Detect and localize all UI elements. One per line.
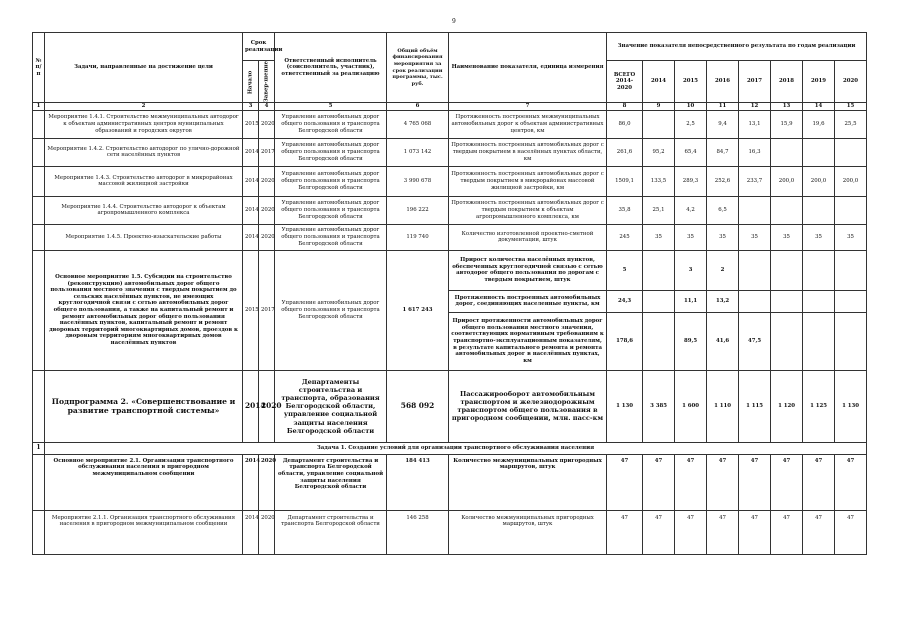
table-row — [33, 454, 867, 510]
value-cell — [643, 290, 675, 312]
value-cell — [835, 312, 867, 370]
value-cell: 35 — [835, 224, 867, 250]
value-cell — [739, 250, 771, 290]
value-cell: 47 — [675, 510, 707, 554]
financing-cell: 184 413 — [387, 454, 449, 510]
value-cell — [835, 138, 867, 166]
value-cell: 86,0 — [607, 110, 643, 138]
header-financing: Общий объём финансирования мероприятия за срок реализации программы, тыс. руб. — [387, 33, 449, 103]
value-cell — [739, 290, 771, 312]
value-cell: 47 — [771, 510, 803, 554]
value-cell: 47 — [707, 454, 739, 510]
value-cell: 47 — [739, 454, 771, 510]
task-cell: Мероприятие 1.4.5. Проектно-изыскательские работы — [45, 224, 243, 250]
value-cell: 41,6 — [707, 312, 739, 370]
value-cell — [803, 290, 835, 312]
value-cell: 11,1 — [675, 290, 707, 312]
value-cell: 1 130 — [835, 370, 867, 442]
value-cell: 252,6 — [707, 166, 739, 196]
value-cell: 47 — [675, 454, 707, 510]
value-cell — [643, 250, 675, 290]
table-row — [33, 138, 867, 166]
table-row — [33, 166, 867, 196]
header-end: Завер-шение — [259, 61, 275, 103]
start-year: 2014 — [243, 196, 259, 224]
executor-cell: Управление автомобильных дорог общего пользования и транспорта Белгородской области — [275, 138, 387, 166]
header-start: Начало — [243, 61, 259, 103]
indicator-cell: Количество межмуниципальных пригородных маршрутов, штук — [449, 510, 607, 554]
value-cell — [803, 250, 835, 290]
column-number: 13 — [771, 103, 803, 111]
column-number: 4 — [259, 103, 275, 111]
value-cell — [771, 138, 803, 166]
value-cell: 1 125 — [803, 370, 835, 442]
indicator-cell: Количество изготовленной проектно-сметной документации, штук — [449, 224, 607, 250]
financing-cell: 119 740 — [387, 224, 449, 250]
column-number: 6 — [387, 103, 449, 111]
start-year: 2014 — [243, 166, 259, 196]
value-cell: 89,5 — [675, 312, 707, 370]
value-cell: 47 — [771, 454, 803, 510]
indicators-table — [32, 32, 867, 555]
value-cell: 133,5 — [643, 166, 675, 196]
value-cell: 35 — [803, 224, 835, 250]
value-cell: 16,3 — [739, 138, 771, 166]
end-year: 2020 — [259, 370, 275, 442]
value-cell: 1 600 — [675, 370, 707, 442]
end-year: 2017 — [259, 250, 275, 370]
end-year: 2020 — [259, 166, 275, 196]
financing-cell: 146 258 — [387, 510, 449, 554]
end-year: 2020 — [259, 454, 275, 510]
start-year: 2014 — [243, 370, 259, 442]
value-cell — [771, 312, 803, 370]
task-cell: Мероприятие 2.1.1. Организация транспортного обслуживания населения в пригородном межмуниципальном сообщении — [45, 510, 243, 554]
subprogram-title: Подпрограмма 2. «Совершенствование и развитие транспортной системы» — [45, 370, 243, 442]
value-cell: 233,7 — [739, 166, 771, 196]
executor-cell: Департаменты строительства и транспорта, образования Белгородской области, управление социальной защиты населения Белгородской области — [275, 370, 387, 442]
value-cell: 35,8 — [607, 196, 643, 224]
value-cell: 261,6 — [607, 138, 643, 166]
value-cell: 200,0 — [803, 166, 835, 196]
value-cell — [803, 138, 835, 166]
header-executor: Ответственный исполнитель (соисполнитель, участник), ответственный за реализацию — [275, 33, 387, 103]
indicator-cell: Прирост количества населённых пунктов, обеспеченных круглогодичной связью с сетью автодорог общего пользования по дорогам с твердым покрытием, штук — [449, 250, 607, 290]
value-cell: 35 — [707, 224, 739, 250]
value-cell: 35 — [739, 224, 771, 250]
value-cell: 47 — [803, 454, 835, 510]
value-cell — [771, 290, 803, 312]
value-cell: 3 385 — [643, 370, 675, 442]
table-row — [33, 224, 867, 250]
financing-cell: 196 222 — [387, 196, 449, 224]
indicator-cell: Протяженность построенных автомобильных дорог с твердым покрытием к объектам агропромышленного комплекса, км — [449, 196, 607, 224]
value-cell: 1509,1 — [607, 166, 643, 196]
value-cell: 200,0 — [835, 166, 867, 196]
value-cell: 84,7 — [707, 138, 739, 166]
start-year: 2015 — [243, 250, 259, 370]
value-cell: 1 115 — [739, 370, 771, 442]
value-cell — [803, 196, 835, 224]
value-cell: 65,4 — [675, 138, 707, 166]
task-cell: Мероприятие 1.4.2. Строительство автодорог по улично-дорожной сети населённых пунктов — [45, 138, 243, 166]
value-cell — [771, 250, 803, 290]
table-row — [33, 110, 867, 138]
table-row — [33, 510, 867, 554]
column-number: 2 — [45, 103, 243, 111]
task-number: 1 — [33, 442, 45, 454]
value-cell: 4,2 — [675, 196, 707, 224]
financing-cell: 1 617 243 — [387, 250, 449, 370]
value-cell: 2 — [707, 250, 739, 290]
indicator-cell: Количество межмуниципальных пригородных маршрутов, штук — [449, 454, 607, 510]
value-cell: 35 — [643, 224, 675, 250]
indicator-cell: Прирост протяженности автомобильных дорог общего пользования местного значения, соответствующих нормативным требованиям к транспортно-эксплуатационным показателям, в результате капитального ремонта и ремонта автомобильных дорог в населённых пунктах, км — [449, 312, 607, 370]
value-cell: 47 — [607, 510, 643, 554]
value-cell: 200,0 — [771, 166, 803, 196]
value-cell — [643, 110, 675, 138]
header-year: 2018 — [771, 61, 803, 103]
value-cell: 47 — [643, 510, 675, 554]
end-year: 2020 — [259, 510, 275, 554]
task-cell: Мероприятие 1.4.1. Строительство межмуниципальных автодорог к объектам административных центров муниципальных образований и городских округов — [45, 110, 243, 138]
value-cell: 47,5 — [739, 312, 771, 370]
value-cell: 13,1 — [739, 110, 771, 138]
value-cell — [643, 312, 675, 370]
end-year: 2017 — [259, 138, 275, 166]
task-cell: Основное мероприятие 2.1. Организация транспортного обслуживания населения в пригородном межмуниципальном сообщении — [45, 454, 243, 510]
header-values: Значение показателя непосредственного результата по годам реализации — [607, 33, 867, 61]
table-row — [33, 196, 867, 224]
indicator-cell: Протяженность построенных межмуниципальных автомобильных дорог к объектам административных центров, км — [449, 110, 607, 138]
header-year: 2019 — [803, 61, 835, 103]
value-cell — [771, 196, 803, 224]
value-cell — [739, 196, 771, 224]
start-year: 2014 — [243, 138, 259, 166]
header-year: 2017 — [739, 61, 771, 103]
value-cell: 1 110 — [707, 370, 739, 442]
value-cell: 1 120 — [771, 370, 803, 442]
financing-cell: 3 990 678 — [387, 166, 449, 196]
value-cell: 95,2 — [643, 138, 675, 166]
value-cell: 47 — [803, 510, 835, 554]
start-year: 2014 — [243, 510, 259, 554]
task-cell: Мероприятие 1.4.4. Строительство автодорог к объектам агропромышленного комплекса — [45, 196, 243, 224]
executor-cell: Управление автомобильных дорог общего пользования и транспорта Белгородской области — [275, 250, 387, 370]
start-year: 2014 — [243, 454, 259, 510]
value-cell: 35 — [771, 224, 803, 250]
header-year: 2020 — [835, 61, 867, 103]
column-number: 1 — [33, 103, 45, 111]
executor-cell: Управление автомобильных дорог общего пользования и транспорта Белгородской области — [275, 110, 387, 138]
value-cell — [803, 312, 835, 370]
value-cell — [835, 250, 867, 290]
financing-cell: 1 073 142 — [387, 138, 449, 166]
value-cell: 13,2 — [707, 290, 739, 312]
end-year: 2020 — [259, 224, 275, 250]
value-cell: 178,6 — [607, 312, 643, 370]
header-num: № п/п — [33, 33, 45, 103]
value-cell — [835, 290, 867, 312]
column-number: 12 — [739, 103, 771, 111]
task-row — [33, 442, 867, 454]
header-indicator: Наименование показателя, единица измерения — [449, 33, 607, 103]
value-cell: 47 — [607, 454, 643, 510]
column-number: 11 — [707, 103, 739, 111]
header-term: Срок реализации — [243, 33, 275, 61]
task-cell: Мероприятие 1.4.3. Строительство автодорог в микрорайонах массовой жилищной застройки — [45, 166, 243, 196]
value-cell: 47 — [739, 510, 771, 554]
task-cell: Основное мероприятие 1.5. Субсидии на строительство (реконструкцию) автомобильных дорог общего пользования местного значения с твердым покрытием до сельских населённых пунктов, не имеющих круглогодичной связи с сетью автомобильных дорог общего пользования, а также на капитальный ремонт и ремонт автомобильных дорог общего пользования населённых пунктов, капитальный ремонт и ремонт дворовых территорий многоквартирных домов, проездов к дворовым территориям многоквартирных домов населённых пунктов — [45, 250, 243, 370]
end-year: 2020 — [259, 196, 275, 224]
value-cell: 19,6 — [803, 110, 835, 138]
indicator-cell: Пассажирооборот автомобильным транспортом и железнодорожным транспортом общего пользования в пригородном сообщении, млн. пасс-км — [449, 370, 607, 442]
value-cell: 15,9 — [771, 110, 803, 138]
value-cell: 25,5 — [835, 110, 867, 138]
header-task: Задачи, направленные на достижение цели — [45, 33, 243, 103]
value-cell: 47 — [643, 454, 675, 510]
executor-cell: Управление автомобильных дорог общего пользования и транспорта Белгородской области — [275, 224, 387, 250]
end-year: 2020 — [259, 110, 275, 138]
executor-cell: Управление автомобильных дорог общего пользования и транспорта Белгородской области — [275, 166, 387, 196]
value-cell: 289,3 — [675, 166, 707, 196]
value-cell — [835, 196, 867, 224]
value-cell: 245 — [607, 224, 643, 250]
value-cell: 1 130 — [607, 370, 643, 442]
header-year: 2016 — [707, 61, 739, 103]
value-cell: 5 — [607, 250, 643, 290]
value-cell: 47 — [835, 454, 867, 510]
financing-cell: 4 765 068 — [387, 110, 449, 138]
table-row — [33, 250, 867, 290]
indicator-cell: Протяженность построенных автомобильных дорог с твердым покрытием в микрорайонах массовой жилищной застройки, км — [449, 166, 607, 196]
header-total: ВСЕГО 2014-2020 — [607, 61, 643, 103]
header-year: 2014 — [643, 61, 675, 103]
indicator-cell: Протяженность построенных автомобильных дорог с твердым покрытием в населённых пунктах области, км — [449, 138, 607, 166]
value-cell: 47 — [707, 510, 739, 554]
indicator-cell: Протяженность построенных автомобильных дорог, соединяющих населенные пункты, км — [449, 290, 607, 312]
column-number: 10 — [675, 103, 707, 111]
financing-cell: 568 092 — [387, 370, 449, 442]
start-year: 2015 — [243, 110, 259, 138]
value-cell: 9,4 — [707, 110, 739, 138]
column-number: 3 — [243, 103, 259, 111]
column-number: 7 — [449, 103, 607, 111]
page-number: 9 — [452, 18, 456, 25]
column-number: 9 — [643, 103, 675, 111]
column-number: 15 — [835, 103, 867, 111]
executor-cell: Департамент строительства и транспорта Белгородской области, управление социальной защиты населения Белгородской области — [275, 454, 387, 510]
column-number: 8 — [607, 103, 643, 111]
value-cell: 47 — [835, 510, 867, 554]
value-cell: 6,5 — [707, 196, 739, 224]
table-row — [33, 370, 867, 442]
value-cell: 35 — [675, 224, 707, 250]
value-cell: 2,5 — [675, 110, 707, 138]
executor-cell: Управление автомобильных дорог общего пользования и транспорта Белгородской области — [275, 196, 387, 224]
column-numbers-row — [33, 103, 867, 111]
executor-cell: Департамент строительства и транспорта Белгородской области — [275, 510, 387, 554]
column-number: 14 — [803, 103, 835, 111]
start-year: 2014 — [243, 224, 259, 250]
value-cell: 3 — [675, 250, 707, 290]
column-number: 5 — [275, 103, 387, 111]
task-title: Задача 1. Создание условий для организации транспортного обслуживания населения — [45, 442, 867, 454]
value-cell: 25,1 — [643, 196, 675, 224]
header-year: 2015 — [675, 61, 707, 103]
value-cell: 24,3 — [607, 290, 643, 312]
